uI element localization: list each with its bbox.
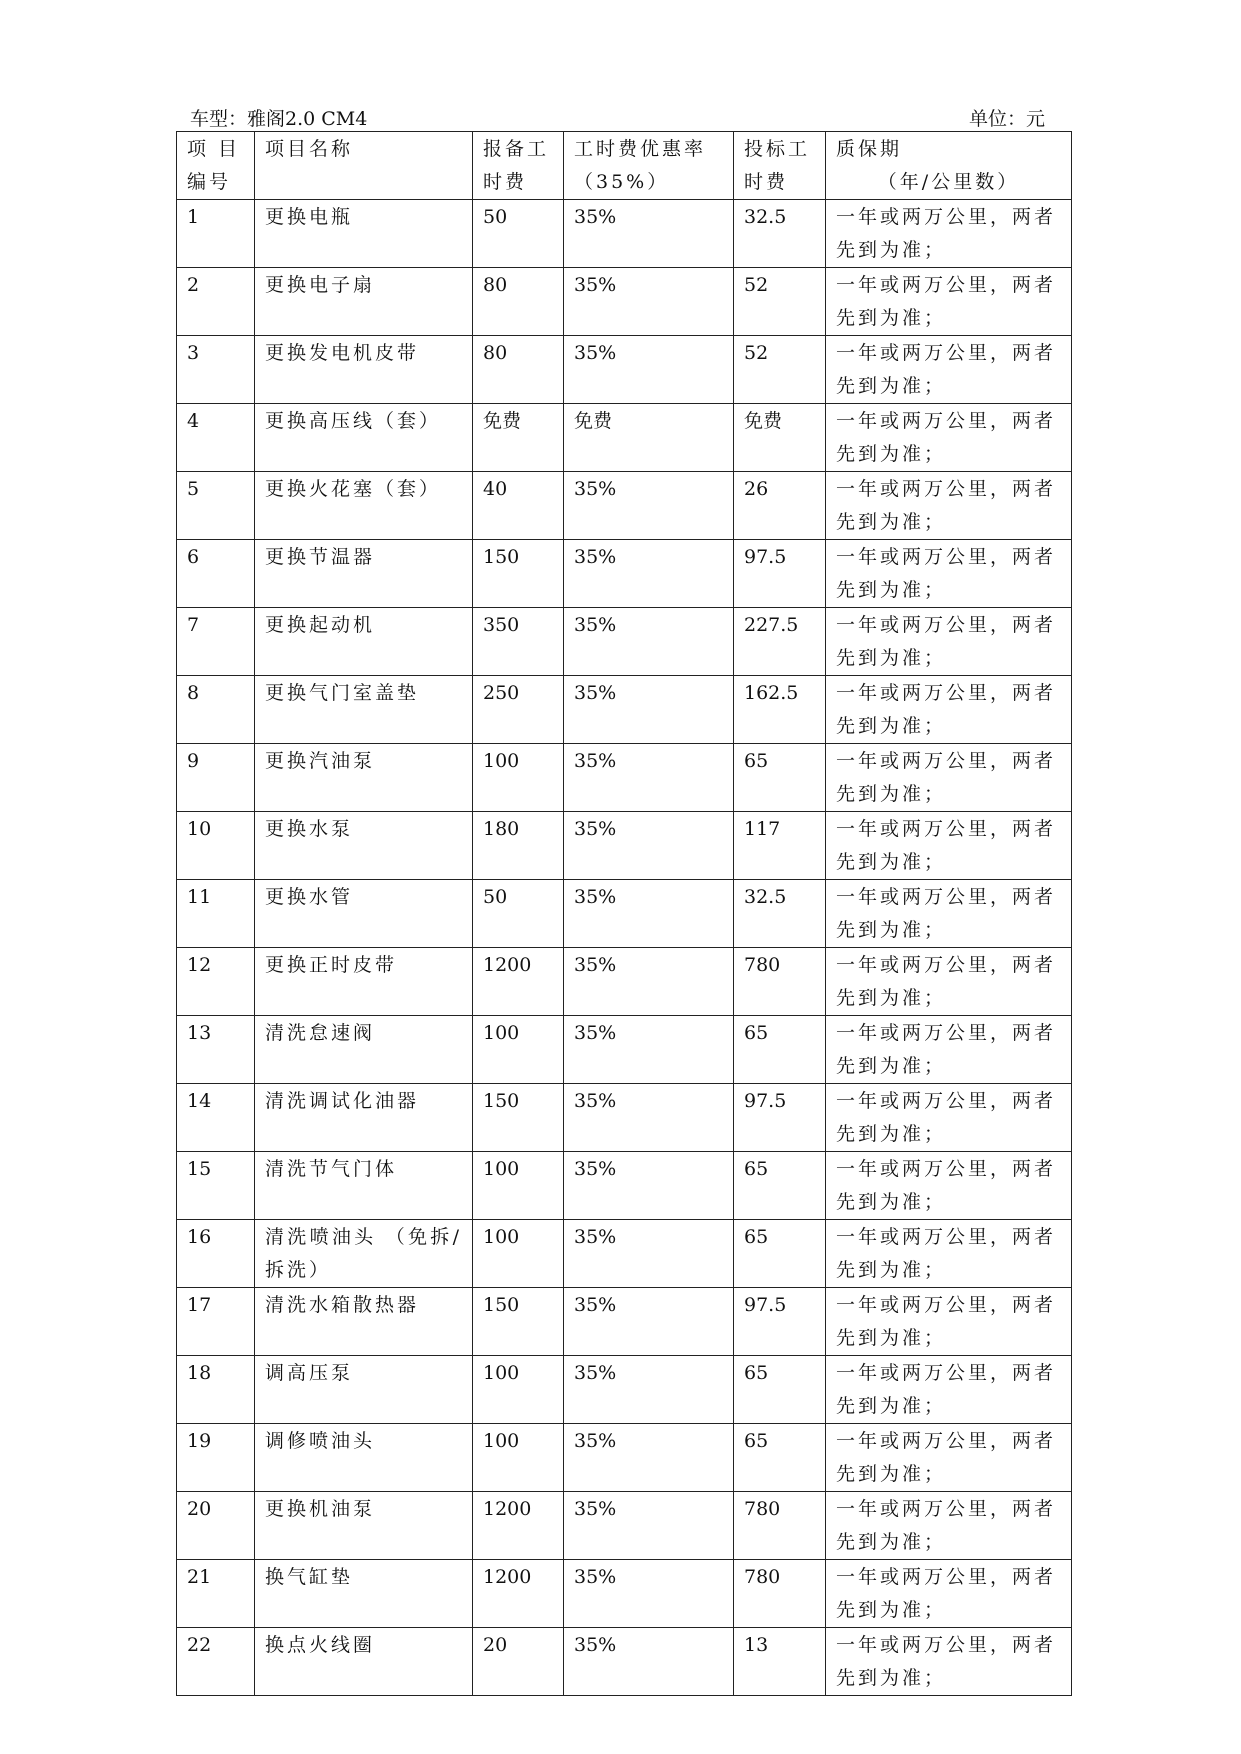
table-row	[177, 880, 1072, 948]
table-row	[177, 1356, 1072, 1424]
cell-rate: 35%	[564, 540, 734, 608]
cell-id: 6	[177, 540, 255, 608]
cell-fee: 100	[473, 744, 564, 812]
cell-fee: 150	[473, 1084, 564, 1152]
cell-name: 更换汽油泵	[255, 744, 473, 812]
cell-id: 8	[177, 676, 255, 744]
table-row	[177, 1016, 1072, 1084]
cell-id: 13	[177, 1016, 255, 1084]
cell-bid: 52	[734, 336, 826, 404]
table-row	[177, 1288, 1072, 1356]
cell-fee: 1200	[473, 1560, 564, 1628]
cell-fee: 100	[473, 1424, 564, 1492]
cell-warranty: 一年或两万公里，两者先到为准；	[826, 1016, 1072, 1084]
cell-bid: 97.5	[734, 1288, 826, 1356]
cell-rate: 35%	[564, 1288, 734, 1356]
cell-warranty: 一年或两万公里，两者先到为准；	[826, 608, 1072, 676]
cell-rate: 35%	[564, 1084, 734, 1152]
table-row	[177, 676, 1072, 744]
cell-warranty: 一年或两万公里，两者先到为准；	[826, 336, 1072, 404]
cell-rate: 35%	[564, 200, 734, 268]
cell-bid: 免费	[734, 404, 826, 472]
cell-warranty: 一年或两万公里，两者先到为准；	[826, 1356, 1072, 1424]
table-row	[177, 744, 1072, 812]
cell-name: 清洗节气门体	[255, 1152, 473, 1220]
cell-bid: 65	[734, 1016, 826, 1084]
cell-bid: 227.5	[734, 608, 826, 676]
cell-warranty: 一年或两万公里，两者先到为准；	[826, 540, 1072, 608]
cell-warranty: 一年或两万公里，两者先到为准；	[826, 1560, 1072, 1628]
cell-name: 更换电瓶	[255, 200, 473, 268]
cell-fee: 40	[473, 472, 564, 540]
cell-bid: 13	[734, 1628, 826, 1696]
cell-rate: 35%	[564, 948, 734, 1016]
cell-rate: 35%	[564, 1628, 734, 1696]
cell-warranty: 一年或两万公里，两者先到为准；	[826, 200, 1072, 268]
car-model-label: 车型：雅阁2.0 CM4	[190, 108, 368, 130]
cell-warranty: 一年或两万公里，两者先到为准；	[826, 472, 1072, 540]
table-row	[177, 1492, 1072, 1560]
cell-id: 2	[177, 268, 255, 336]
cell-fee: 150	[473, 1288, 564, 1356]
col-header-name: 项目名称	[255, 132, 473, 200]
cell-id: 12	[177, 948, 255, 1016]
cell-warranty: 一年或两万公里，两者先到为准；	[826, 948, 1072, 1016]
table-row	[177, 1560, 1072, 1628]
cell-id: 1	[177, 200, 255, 268]
cell-rate: 35%	[564, 1560, 734, 1628]
cell-warranty: 一年或两万公里，两者先到为准；	[826, 812, 1072, 880]
cell-rate: 35%	[564, 812, 734, 880]
unit-label: 单位：元	[968, 108, 1045, 130]
cell-bid: 97.5	[734, 540, 826, 608]
cell-fee: 20	[473, 1628, 564, 1696]
cell-rate: 35%	[564, 1492, 734, 1560]
cell-warranty: 一年或两万公里，两者先到为准；	[826, 1288, 1072, 1356]
cell-name: 换气缸垫	[255, 1560, 473, 1628]
cell-name: 更换节温器	[255, 540, 473, 608]
cell-fee: 80	[473, 268, 564, 336]
cell-id: 10	[177, 812, 255, 880]
table-row	[177, 948, 1072, 1016]
cell-id: 5	[177, 472, 255, 540]
cell-warranty: 一年或两万公里，两者先到为准；	[826, 1220, 1072, 1288]
cell-fee: 350	[473, 608, 564, 676]
cell-warranty: 一年或两万公里，两者先到为准；	[826, 1628, 1072, 1696]
cell-name: 更换火花塞（套）	[255, 472, 473, 540]
table-row	[177, 336, 1072, 404]
table-row	[177, 1424, 1072, 1492]
cell-warranty: 一年或两万公里，两者先到为准；	[826, 1424, 1072, 1492]
cell-id: 20	[177, 1492, 255, 1560]
cell-fee: 100	[473, 1152, 564, 1220]
cell-name: 更换机油泵	[255, 1492, 473, 1560]
cell-name: 调高压泵	[255, 1356, 473, 1424]
cell-rate: 35%	[564, 1356, 734, 1424]
col-header-fee: 报备工 时费	[473, 132, 564, 200]
cell-rate: 35%	[564, 1152, 734, 1220]
cell-fee: 50	[473, 200, 564, 268]
cell-bid: 780	[734, 948, 826, 1016]
cell-name: 更换水泵	[255, 812, 473, 880]
cell-warranty: 一年或两万公里，两者先到为准；	[826, 404, 1072, 472]
cell-id: 3	[177, 336, 255, 404]
table-header-row	[177, 132, 1072, 200]
cell-name: 更换正时皮带	[255, 948, 473, 1016]
cell-rate: 35%	[564, 744, 734, 812]
cell-bid: 32.5	[734, 200, 826, 268]
col-header-rate: 工时费优惠率 （35%）	[564, 132, 734, 200]
cell-id: 7	[177, 608, 255, 676]
cell-id: 4	[177, 404, 255, 472]
cell-fee: 100	[473, 1016, 564, 1084]
cell-name: 更换气门室盖垫	[255, 676, 473, 744]
cell-bid: 65	[734, 1424, 826, 1492]
cell-bid: 65	[734, 1356, 826, 1424]
table-row	[177, 608, 1072, 676]
cell-id: 15	[177, 1152, 255, 1220]
table-row	[177, 1628, 1072, 1696]
cell-name: 更换起动机	[255, 608, 473, 676]
cell-warranty: 一年或两万公里，两者先到为准；	[826, 1492, 1072, 1560]
cell-fee: 免费	[473, 404, 564, 472]
table-row	[177, 200, 1072, 268]
cell-name: 清洗水箱散热器	[255, 1288, 473, 1356]
cell-warranty: 一年或两万公里，两者先到为准；	[826, 880, 1072, 948]
cell-fee: 100	[473, 1356, 564, 1424]
cell-fee: 80	[473, 336, 564, 404]
cell-name: 调修喷油头	[255, 1424, 473, 1492]
cell-name: 清洗调试化油器	[255, 1084, 473, 1152]
cell-id: 16	[177, 1220, 255, 1288]
cell-name: 更换发电机皮带	[255, 336, 473, 404]
cell-bid: 97.5	[734, 1084, 826, 1152]
cell-name: 更换高压线（套）	[255, 404, 473, 472]
cell-rate: 35%	[564, 1016, 734, 1084]
page-header	[190, 104, 1045, 130]
cell-fee: 100	[473, 1220, 564, 1288]
col-header-warranty: 质保期 （年/公里数）	[826, 132, 1072, 200]
cell-bid: 65	[734, 1152, 826, 1220]
cell-rate: 35%	[564, 472, 734, 540]
cell-id: 14	[177, 1084, 255, 1152]
cell-name: 清洗怠速阀	[255, 1016, 473, 1084]
cell-fee: 150	[473, 540, 564, 608]
cell-fee: 1200	[473, 948, 564, 1016]
cell-warranty: 一年或两万公里，两者先到为准；	[826, 676, 1072, 744]
cell-warranty: 一年或两万公里，两者先到为准；	[826, 1084, 1072, 1152]
cell-name: 更换电子扇	[255, 268, 473, 336]
cell-bid: 162.5	[734, 676, 826, 744]
cell-bid: 780	[734, 1560, 826, 1628]
cell-rate: 35%	[564, 880, 734, 948]
cell-bid: 32.5	[734, 880, 826, 948]
cell-rate: 35%	[564, 1424, 734, 1492]
cell-fee: 180	[473, 812, 564, 880]
cell-bid: 65	[734, 744, 826, 812]
cell-id: 18	[177, 1356, 255, 1424]
cell-name: 清洗喷油头 （免拆/拆洗）	[255, 1220, 473, 1288]
cell-warranty: 一年或两万公里，两者先到为准；	[826, 744, 1072, 812]
table-row	[177, 268, 1072, 336]
cell-rate: 35%	[564, 1220, 734, 1288]
cell-rate: 35%	[564, 336, 734, 404]
cell-rate: 免费	[564, 404, 734, 472]
table-row	[177, 812, 1072, 880]
cell-id: 17	[177, 1288, 255, 1356]
cell-bid: 26	[734, 472, 826, 540]
cell-id: 11	[177, 880, 255, 948]
table-row	[177, 1220, 1072, 1288]
cell-rate: 35%	[564, 268, 734, 336]
col-header-bid: 投标工 时费	[734, 132, 826, 200]
table-row	[177, 404, 1072, 472]
cell-warranty: 一年或两万公里，两者先到为准；	[826, 268, 1072, 336]
cell-fee: 250	[473, 676, 564, 744]
price-table	[176, 131, 1072, 1696]
cell-bid: 52	[734, 268, 826, 336]
table-row	[177, 540, 1072, 608]
cell-id: 22	[177, 1628, 255, 1696]
cell-rate: 35%	[564, 608, 734, 676]
cell-bid: 65	[734, 1220, 826, 1288]
table-row	[177, 1152, 1072, 1220]
cell-rate: 35%	[564, 676, 734, 744]
cell-fee: 1200	[473, 1492, 564, 1560]
cell-name: 换点火线圈	[255, 1628, 473, 1696]
cell-bid: 780	[734, 1492, 826, 1560]
cell-fee: 50	[473, 880, 564, 948]
col-header-id: 项 目 编号	[177, 132, 255, 200]
cell-id: 21	[177, 1560, 255, 1628]
table-row	[177, 1084, 1072, 1152]
cell-id: 19	[177, 1424, 255, 1492]
cell-id: 9	[177, 744, 255, 812]
cell-name: 更换水管	[255, 880, 473, 948]
cell-warranty: 一年或两万公里，两者先到为准；	[826, 1152, 1072, 1220]
table-row	[177, 472, 1072, 540]
cell-bid: 117	[734, 812, 826, 880]
